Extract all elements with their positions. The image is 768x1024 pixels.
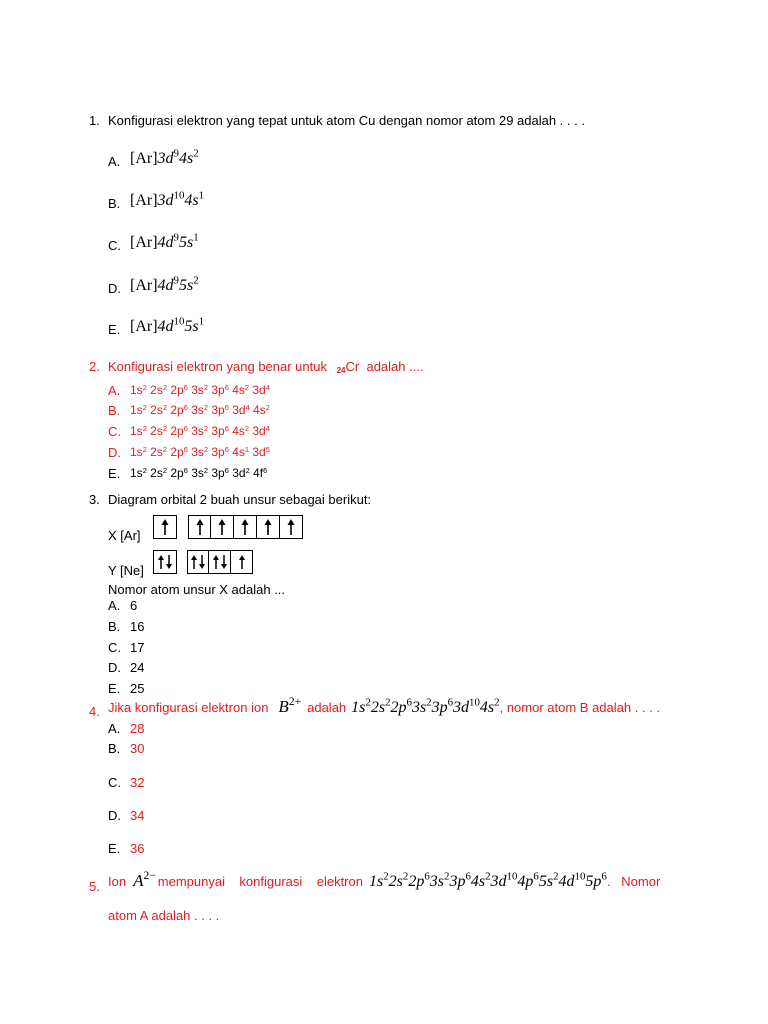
q1-option-formula: $[Ar]4d^95s^2$ (130, 274, 199, 294)
q3-y-label: Y [Ne] (108, 563, 144, 578)
q3-option-value: 16 (130, 619, 145, 634)
q1-option-formula: $[Ar]4d^{10}5s^1$ (130, 315, 205, 335)
q5-text (108, 871, 660, 891)
q2-option-config: $1s^2$ $2s^2$ $2p^6$ $3s^2$ $3p^6$ $4s^2$ $3d^4$ (130, 423, 270, 438)
paired-arrows-icon (212, 554, 228, 570)
q1-option-label: B. (108, 196, 121, 211)
q3-x-label: X [Ar] (108, 528, 141, 543)
q2-option-label: E. (108, 466, 121, 481)
q4-option-label: B. (108, 741, 121, 756)
q3-option-label: E. (108, 681, 121, 696)
orbital-4s-box (153, 515, 177, 539)
q5-config: $1s^22s^22p^63s^23p^64s^23d^{10}4p^65s^24d^{10}5p^6$ (368, 870, 607, 890)
q2-option-config: $1s^2$ $2s^2$ $2p^6$ $3s^2$ $3p^6$ $4s^2$ $3d^4$ (130, 382, 270, 397)
orbital-3d-box-5 (280, 515, 303, 539)
q5-text-after: . Nomor (606, 874, 661, 889)
q2-text-before: Konfigurasi elektron yang benar untuk (108, 359, 327, 374)
q2-option-config: $1s^2$ $2s^2$ $2p^6$ $3s^2$ $3p^6$ $3d^4$ $4s^2$ (130, 402, 270, 417)
q3-option-label: A. (108, 598, 121, 613)
orbital-3s-box (153, 550, 177, 574)
orbital-3p-box-3 (231, 550, 253, 574)
orbital-3p-box-1 (187, 550, 209, 574)
q3-question: Nomor atom unsur X adalah ... (108, 582, 286, 597)
up-arrow-icon (160, 518, 170, 536)
q1-text: Konfigurasi elektron yang tepat untuk atom Cu dengan nomor atom 29 adalah . . . . (108, 113, 585, 128)
q3-option-label: D. (108, 660, 121, 675)
q3-option-label: C. (108, 640, 121, 655)
orbital-3d-box-4 (257, 515, 280, 539)
q2-text-after: adalah .... (366, 359, 424, 374)
q5-text-mid: mempunyai konfigurasi elektron (157, 874, 363, 889)
q1-option-formula: $[Ar]4d^95s^1$ (130, 231, 199, 251)
q4-option-value: 34 (130, 808, 145, 823)
q3-option-value: 25 (130, 681, 145, 696)
q4-option-label: E. (108, 841, 121, 856)
q4-option-value: 36 (130, 841, 145, 856)
up-arrow-icon (263, 518, 273, 536)
q1-option-label: C. (108, 238, 121, 253)
q1-option-formula: $[Ar]3d^94s^2$ (130, 147, 199, 167)
q4-text-mid: adalah (307, 700, 347, 715)
q2-option-label: A. (108, 383, 121, 398)
q1-option-formula: $[Ar]3d^{10}4s^1$ (130, 189, 205, 209)
q3-option-label: B. (108, 619, 121, 634)
q4-text (108, 697, 660, 717)
up-arrow-icon (240, 518, 250, 536)
q2-option-config: $1s^2$ $2s^2$ $2p^6$ $3s^2$ $3p^6$ $3d^2$ $4f^6$ (130, 465, 268, 480)
q5-ion: $A^{2-}$ (133, 869, 156, 890)
q2-option-label: D. (108, 445, 121, 460)
q4-option-label: D. (108, 808, 121, 823)
q1-option-label: E. (108, 322, 121, 337)
q4-option-value: 32 (130, 775, 145, 790)
q1-option-label: D. (108, 281, 121, 296)
orbital-3d-box-1 (188, 515, 211, 539)
q2-option-label: B. (108, 403, 121, 418)
q4-option-label: A. (108, 721, 121, 736)
q4-option-value: 30 (130, 741, 145, 756)
q3-number: 3. (89, 492, 100, 507)
up-arrow-icon (237, 554, 247, 570)
orbital-diagram-y (153, 550, 253, 574)
q1-number: 1. (89, 113, 100, 128)
orbital-3p-box-2 (209, 550, 231, 574)
q5-number: 5. (89, 879, 100, 894)
q4-text-after: , nomor atom B adalah . . . . (499, 700, 661, 715)
q2-text (108, 359, 424, 375)
up-arrow-icon (217, 518, 227, 536)
orbital-3d-box-3 (234, 515, 257, 539)
q5-text-line2: atom A adalah . . . . (108, 908, 220, 923)
q2-atomic-number: 24 (336, 366, 346, 375)
q4-ion: $B^{2+}$ (278, 695, 302, 716)
q4-number: 4. (89, 704, 100, 719)
q3-text: Diagram orbital 2 buah unsur sebagai berikut: (108, 492, 372, 507)
q4-option-label: C. (108, 775, 121, 790)
orbital-3d-box-2 (211, 515, 234, 539)
q3-option-value: 24 (130, 660, 145, 675)
q5-text-before: Ion (108, 874, 127, 889)
q2-option-config: $1s^2$ $2s^2$ $2p^6$ $3s^2$ $3p^6$ $4s^1$ $3d^5$ (130, 444, 270, 459)
q4-text-before: Jika konfigurasi elektron ion (108, 700, 269, 715)
q2-number: 2. (89, 359, 100, 374)
q4-config: $1s^22s^22p^63s^23p^63d^{10}4s^2$ (351, 696, 500, 716)
q3-option-value: 17 (130, 640, 145, 655)
q2-option-label: C. (108, 424, 121, 439)
q2-element: Cr (345, 359, 360, 374)
up-arrow-icon (286, 518, 296, 536)
paired-arrows-icon (157, 554, 173, 570)
paired-arrows-icon (190, 554, 206, 570)
orbital-diagram-x (153, 515, 303, 539)
q1-option-label: A. (108, 154, 121, 169)
q3-option-value: 6 (130, 598, 138, 613)
q4-option-value: 28 (130, 721, 145, 736)
up-arrow-icon (195, 518, 205, 536)
